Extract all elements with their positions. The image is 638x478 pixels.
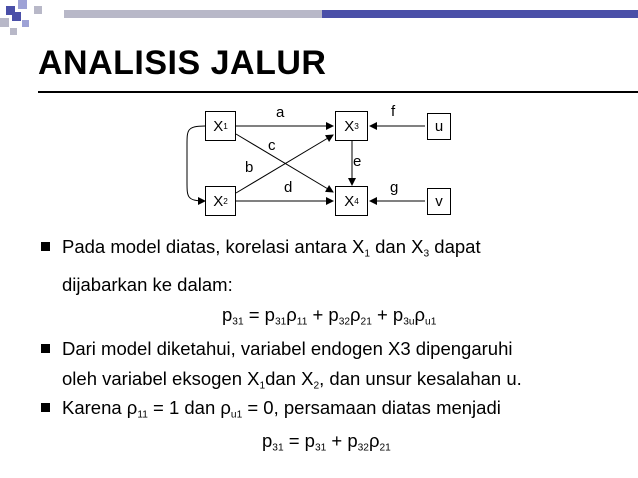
- node-x1: X 1: [205, 111, 236, 141]
- node-v: v: [427, 188, 451, 215]
- correlation-curve: [187, 126, 205, 201]
- edge-label-g: g: [390, 179, 399, 196]
- edge-label-f: f: [391, 103, 396, 120]
- bullet-1: Pada model diatas, korelasi antara $X_1$ dan $X_3$ dapat dijabarkan ke dalam:: [62, 236, 481, 295]
- edge-label-a: a: [276, 104, 285, 121]
- edge-label-b: b: [245, 159, 254, 176]
- node-x2: X 2: [205, 186, 236, 216]
- bullet-marker-1: [41, 242, 50, 251]
- bullet-2: Dari model diketahui, variabel endogen X3 dipengaruhi oleh variabel eksogen $X_1dan$ $X_2$, dan unsur kesalahan u.: [62, 338, 522, 392]
- slide-title: ANALISIS JALUR: [38, 44, 327, 82]
- node-x4: X 4: [335, 186, 368, 216]
- edge-label-e: e: [353, 153, 362, 170]
- bullet-marker-2: [41, 344, 50, 353]
- edge-label-d: d: [284, 179, 293, 196]
- edge-label-c: c: [268, 137, 276, 154]
- node-u: u: [427, 113, 451, 140]
- bullet-marker-3: [41, 403, 50, 412]
- bullet-3: Karena $\rho_{11} = 1$ dan $\rho_{u1} = 0$, persamaan diatas menjadi: [62, 397, 501, 421]
- equation-2: $p_{31} = p_{31} + p_{32}\rho_{21}$: [262, 430, 391, 454]
- equation-1: $p_{31} = p_{31}\rho_{11} + p_{32}\rho_{21} + p_{3u}\rho_{u1}$: [222, 304, 437, 328]
- node-x3: X 3: [335, 111, 368, 141]
